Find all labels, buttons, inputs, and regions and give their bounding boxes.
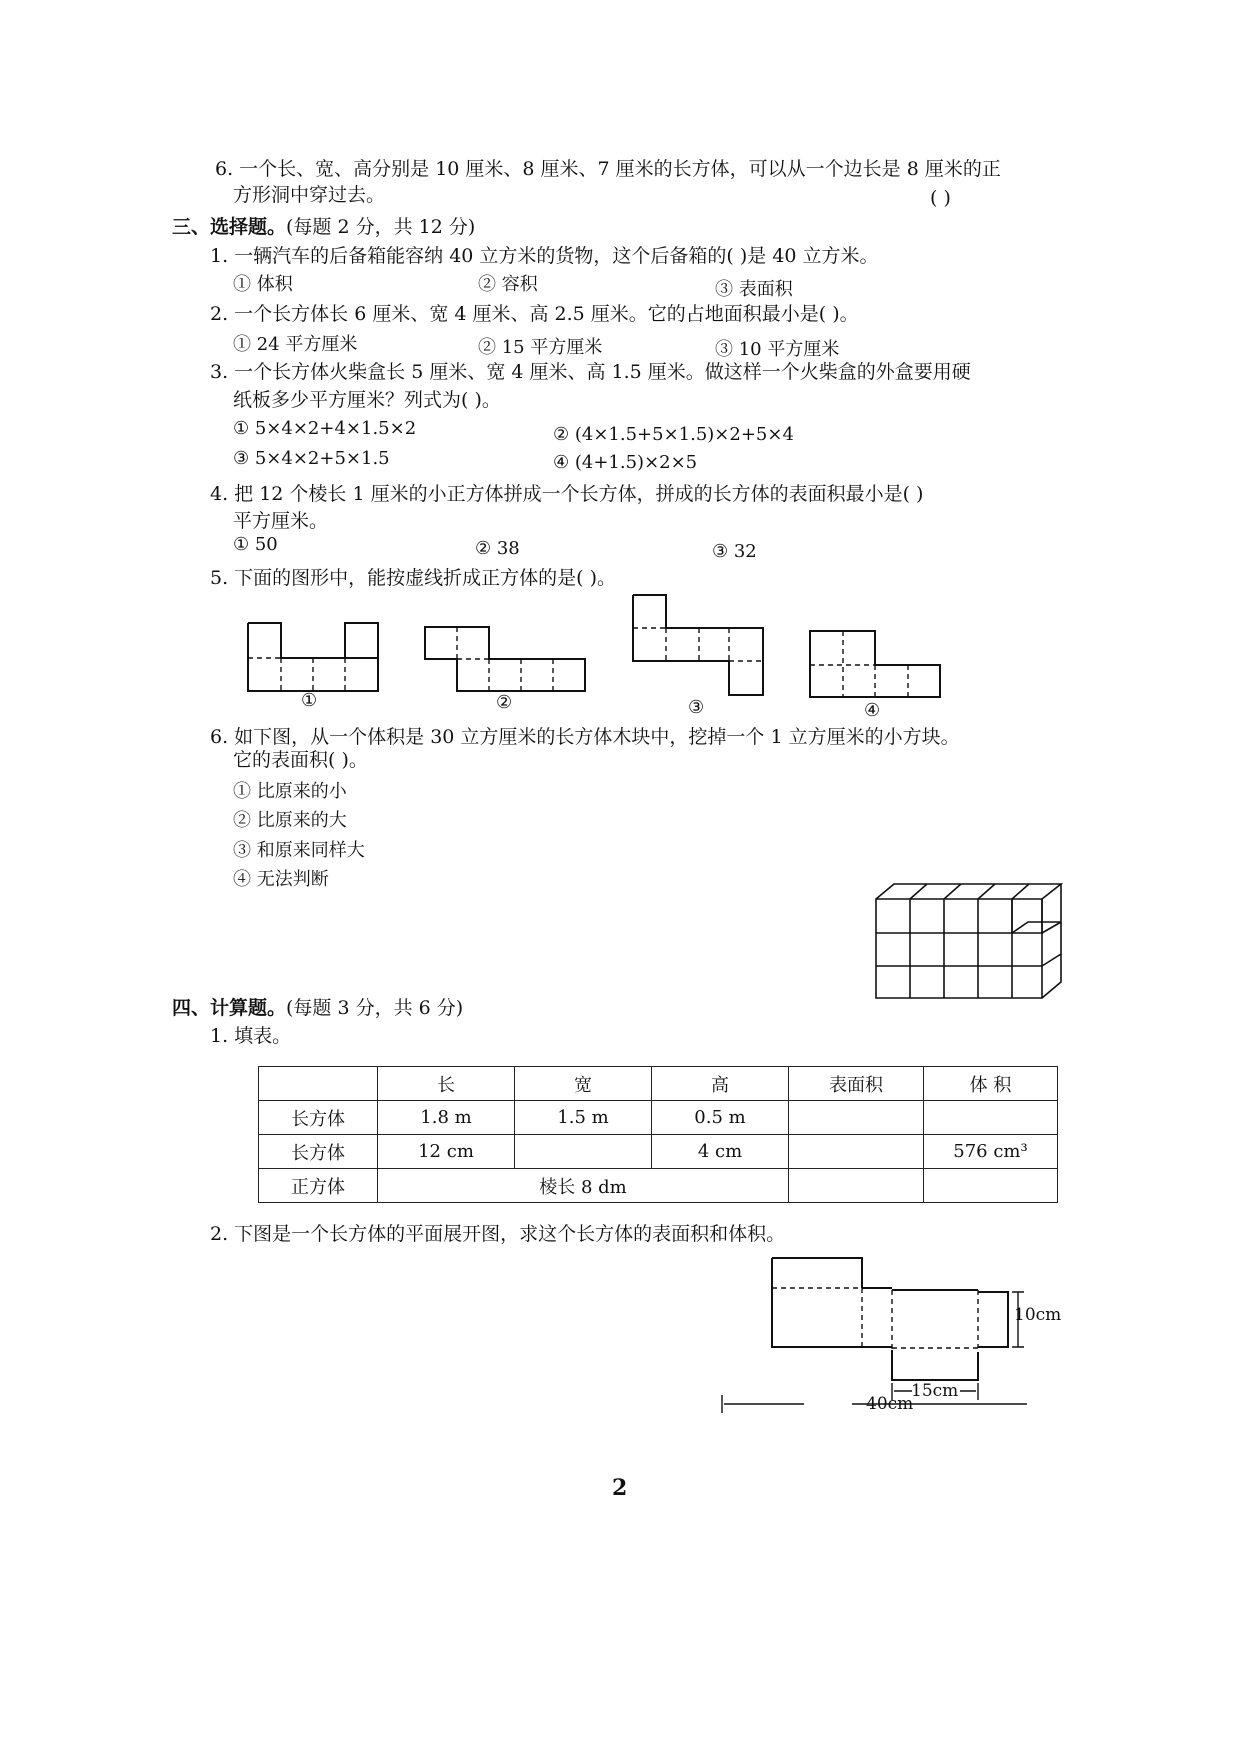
section3-heading (172, 212, 475, 239)
choice-q2-option-1[interactable]: ① 24 平方厘米 (233, 334, 358, 355)
choice-q6-line1: 6. 如下图，从一个体积是 30 立方厘米的长方体木块中，挖掉一个 1 立方厘米的小方块。 (210, 726, 960, 748)
dimension-total-label: 40cm (866, 1394, 914, 1414)
table-row (259, 1101, 1058, 1135)
choice-q4-option-2[interactable]: ② 38 (475, 538, 520, 559)
section4-title: 四、计算题。 (172, 997, 287, 1019)
choice-q1-option-1[interactable]: ① 体积 (233, 274, 293, 295)
table-header-row (259, 1067, 1058, 1101)
judgement-q6-answer-blank[interactable]: ( ) (930, 187, 951, 209)
row2-volume: 576 cm³ (924, 1135, 1058, 1169)
cube-net-figure-4[interactable] (810, 631, 940, 697)
choice-q2-option-3[interactable]: ③ 10 平方厘米 (715, 339, 840, 360)
calc-q2-text: 2. 下图是一个长方体的平面展开图，求这个长方体的表面积和体积。 (210, 1223, 786, 1245)
page-number: 2 (612, 1475, 628, 1501)
cube-net-label-1: ① (301, 690, 318, 711)
choice-q1-option-3[interactable]: ③ 表面积 (715, 279, 793, 300)
choice-q3-option-2[interactable]: ② (4×1.5+5×1.5)×2+5×4 (553, 424, 794, 445)
choice-q3-option-1[interactable]: ① 5×4×2+4×1.5×2 (233, 418, 417, 439)
choice-q4-option-1[interactable]: ① 50 (233, 534, 278, 555)
table-header-width: 宽 (515, 1067, 652, 1101)
row2-width-blank[interactable] (515, 1135, 652, 1169)
row2-height: 4 cm (652, 1135, 789, 1169)
table-header-surface-area: 表面积 (789, 1067, 924, 1101)
cube-net-label-3: ③ (688, 697, 705, 718)
choice-q4-line2: 平方厘米。 (233, 510, 329, 532)
table-header-length: 长 (378, 1067, 515, 1101)
cuboid-with-removed-cube-figure (866, 876, 1066, 996)
judgement-q6-line1: 6. 一个长、宽、高分别是 10 厘米、8 厘米、7 厘米的长方体，可以从一个边长是 8 厘米的正 (215, 158, 1001, 180)
choice-q4-option-3[interactable]: ③ 32 (712, 541, 757, 562)
choice-q6-option-1[interactable]: ① 比原来的小 (233, 781, 347, 802)
choice-q6-option-2[interactable]: ② 比原来的大 (233, 810, 347, 831)
section3-title: 三、选择题。 (172, 216, 287, 238)
table-row (259, 1169, 1058, 1203)
fill-in-table (258, 1066, 1058, 1203)
choice-q6-line2: 它的表面积( )。 (233, 749, 368, 771)
choice-q1-text: 1. 一辆汽车的后备箱能容纳 40 立方米的货物，这个后备箱的( )是 40 立方米。 (210, 245, 879, 267)
section4-note: (每题 3 分，共 6 分) (286, 997, 464, 1019)
calc-q1-text: 1. 填表。 (210, 1025, 292, 1047)
choice-q4-line1: 4. 把 12 个棱长 1 厘米的小正方体拼成一个长方体，拼成的长方体的表面积最小是( ) (210, 483, 924, 505)
choice-q5-text: 5. 下面的图形中，能按虚线折成正方体的是( )。 (210, 567, 617, 589)
choice-q3-option-3[interactable]: ③ 5×4×2+5×1.5 (233, 448, 390, 469)
row1-height: 0.5 m (652, 1101, 789, 1135)
section4-heading (172, 993, 463, 1020)
row3-edge-length: 棱长 8 dm (378, 1169, 789, 1203)
judgement-q6-line2: 方形洞中穿过去。 (233, 184, 386, 206)
choice-q3-line1: 3. 一个长方体火柴盒长 5 厘米、宽 4 厘米、高 1.5 厘米。做这样一个火柴盒的外盒要用硬 (210, 361, 971, 383)
row2-shape: 长方体 (259, 1135, 378, 1169)
row3-shape: 正方体 (259, 1169, 378, 1203)
section3-note: (每题 2 分，共 12 分) (286, 216, 476, 238)
choice-q2-option-2[interactable]: ② 15 平方厘米 (478, 337, 603, 358)
table-header-volume: 体 积 (924, 1067, 1058, 1101)
choice-q3-option-4[interactable]: ④ (4+1.5)×2×5 (553, 452, 698, 473)
row2-length: 12 cm (378, 1135, 515, 1169)
table-row (259, 1135, 1058, 1169)
row1-surface-area-blank[interactable] (789, 1101, 924, 1135)
cube-net-figure-3[interactable] (633, 595, 763, 695)
choice-q3-line2: 纸板多少平方厘米？列式为( )。 (233, 389, 501, 411)
table-header-corner (259, 1067, 378, 1101)
table-header-height: 高 (652, 1067, 789, 1101)
cube-net-label-4: ④ (864, 700, 881, 721)
row1-width: 1.5 m (515, 1101, 652, 1135)
dimension-height-label: 10cm (1014, 1305, 1062, 1325)
choice-q6-option-4[interactable]: ④ 无法判断 (233, 869, 329, 890)
cube-net-figure-2[interactable] (425, 627, 585, 691)
row3-surface-area-blank[interactable] (789, 1169, 924, 1203)
choice-q6-option-3[interactable]: ③ 和原来同样大 (233, 840, 365, 861)
row3-volume-blank[interactable] (924, 1169, 1058, 1203)
choice-q2-text: 2. 一个长方体长 6 厘米、宽 4 厘米、高 2.5 厘米。它的占地面积最小是( )。 (210, 303, 859, 325)
choice-q1-option-2[interactable]: ② 容积 (478, 274, 538, 295)
row1-volume-blank[interactable] (924, 1101, 1058, 1135)
row2-surface-area-blank[interactable] (789, 1135, 924, 1169)
row1-length: 1.8 m (378, 1101, 515, 1135)
row1-shape: 长方体 (259, 1101, 378, 1135)
dimension-width-label: 15cm (911, 1381, 959, 1401)
cube-net-figure-1[interactable] (248, 623, 378, 691)
cube-net-label-2: ② (496, 692, 513, 713)
